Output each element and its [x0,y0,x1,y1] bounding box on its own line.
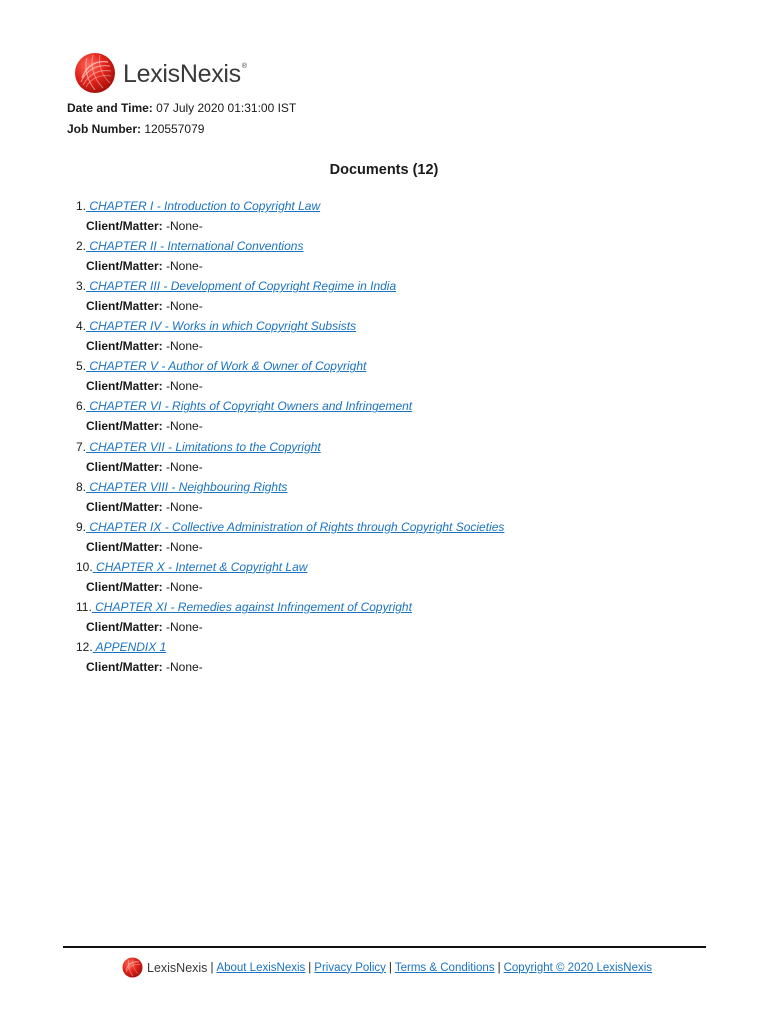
document-entry [76,637,504,677]
client-matter-value: -None- [166,299,203,314]
document-title-line [76,356,504,376]
document-title-link[interactable]: APPENDIX 1 [92,640,167,655]
client-matter-line [76,577,504,597]
about-link[interactable]: About LexisNexis [216,961,306,974]
client-matter-value: -None- [166,219,203,233]
copyright-link[interactable]: Copyright © 2020 LexisNexis [503,961,653,974]
client-matter-label: Client/Matter: [86,619,163,634]
document-title-line [76,477,504,497]
client-matter-value: -None- [166,660,203,675]
client-matter-line [76,657,504,677]
registered-mark: ® [241,62,247,70]
document-entry [76,557,504,597]
document-entry [76,356,504,396]
client-matter-value: -None- [166,619,203,634]
page-footer [122,957,652,978]
client-matter-line [76,537,504,557]
date-time-label: Date and Time: [67,101,153,115]
document-title-line [76,437,504,457]
client-matter-label: Client/Matter: [86,419,163,434]
document-title-line [76,637,504,657]
document-entry [76,236,504,276]
job-number-label: Job Number: [67,122,142,136]
document-title-link[interactable]: CHAPTER IX - Collective Administration of Rights through Copyright Societies [86,519,505,534]
document-title-line [76,557,504,577]
footer-divider [63,946,706,948]
client-matter-line [76,617,504,637]
documents-list [76,196,504,677]
date-time-row [67,98,296,119]
document-entry [76,437,504,477]
client-matter-value: -None- [166,339,203,354]
document-title-link[interactable]: CHAPTER I - Introduction to Copyright Law [86,199,321,213]
client-matter-label: Client/Matter: [86,219,163,233]
date-time-value: 07 July 2020 01:31:00 IST [156,101,297,115]
document-title-link[interactable]: CHAPTER II - International Conventions [86,239,304,254]
footer-separator: | [210,961,214,974]
client-matter-line [76,457,504,477]
document-title-line [76,276,504,296]
document-title-line [76,597,504,617]
document-number: 12. [76,640,93,655]
client-matter-line [76,296,504,316]
footer-wordmark: LexisNexis [147,960,208,975]
document-title-line [76,236,504,256]
privacy-policy-link[interactable]: Privacy Policy [314,961,386,974]
client-matter-line [76,376,504,396]
job-metadata [67,98,296,140]
document-number: 4. [76,319,87,334]
document-title-link[interactable]: CHAPTER VIII - Neighbouring Rights [86,479,288,494]
client-matter-value: -None- [166,539,203,554]
lexisnexis-globe-icon [74,52,116,94]
document-number: 11. [76,599,92,614]
footer-separator: | [308,961,312,974]
client-matter-value: -None- [166,579,203,594]
client-matter-value: -None- [166,379,203,394]
footer-separator: | [388,961,392,974]
document-title-link[interactable]: CHAPTER IV - Works in which Copyright Subsists [86,319,357,334]
client-matter-label: Client/Matter: [86,579,163,594]
lexisnexis-globe-icon [122,957,143,978]
document-entry [76,597,504,637]
client-matter-label: Client/Matter: [86,379,163,394]
document-title-link[interactable]: CHAPTER X - Internet & Copyright Law [92,559,308,574]
document-title-link[interactable]: CHAPTER III - Development of Copyright Regime in India [86,279,397,294]
client-matter-line [76,497,504,517]
terms-conditions-link[interactable]: Terms & Conditions [394,961,495,974]
client-matter-label: Client/Matter: [86,660,163,675]
document-entry [76,477,504,517]
document-number: 1. [76,199,87,213]
client-matter-label: Client/Matter: [86,339,163,354]
document-entry [76,396,504,436]
document-title-link[interactable]: CHAPTER XI - Remedies against Infringement of Copyright [91,599,412,614]
client-matter-value: -None- [166,459,203,474]
client-matter-line [76,256,504,276]
document-number: 3. [76,279,87,294]
document-title-link[interactable]: CHAPTER VI - Rights of Copyright Owners and Infringement [86,399,413,414]
document-number: 5. [76,359,87,374]
document-title-line [76,316,504,336]
document-number: 7. [76,439,87,454]
client-matter-label: Client/Matter: [86,539,163,554]
document-number: 6. [76,399,87,414]
client-matter-line [76,336,504,356]
client-matter-label: Client/Matter: [86,259,163,274]
footer-separator: | [497,961,501,974]
document-number: 8. [76,479,87,494]
client-matter-value: -None- [166,499,203,514]
logo-wordmark: LexisNexis® [123,59,247,88]
client-matter-value: -None- [166,419,203,434]
job-number-row [67,119,296,140]
client-matter-line [76,216,504,236]
client-matter-label: Client/Matter: [86,499,163,514]
client-matter-label: Client/Matter: [86,459,163,474]
document-number: 10. [76,559,93,574]
document-title-link[interactable]: CHAPTER V - Author of Work & Owner of Copyright [86,359,367,374]
document-number: 9. [76,519,87,534]
document-entry [76,316,504,356]
client-matter-value: -None- [166,259,203,274]
lexisnexis-logo [74,52,247,94]
document-entry [76,276,504,316]
client-matter-label: Client/Matter: [86,299,163,314]
job-number-value: 120557079 [144,122,205,136]
client-matter-line [76,416,504,436]
documents-heading: Documents (12) [329,162,439,178]
document-entry [76,517,504,557]
document-title-line [76,396,504,416]
document-entry [76,196,504,236]
document-title-line [76,517,504,537]
document-number: 2. [76,239,87,254]
document-title-link[interactable]: CHAPTER VII - Limitations to the Copyright [86,439,321,454]
document-title-line [76,196,504,216]
